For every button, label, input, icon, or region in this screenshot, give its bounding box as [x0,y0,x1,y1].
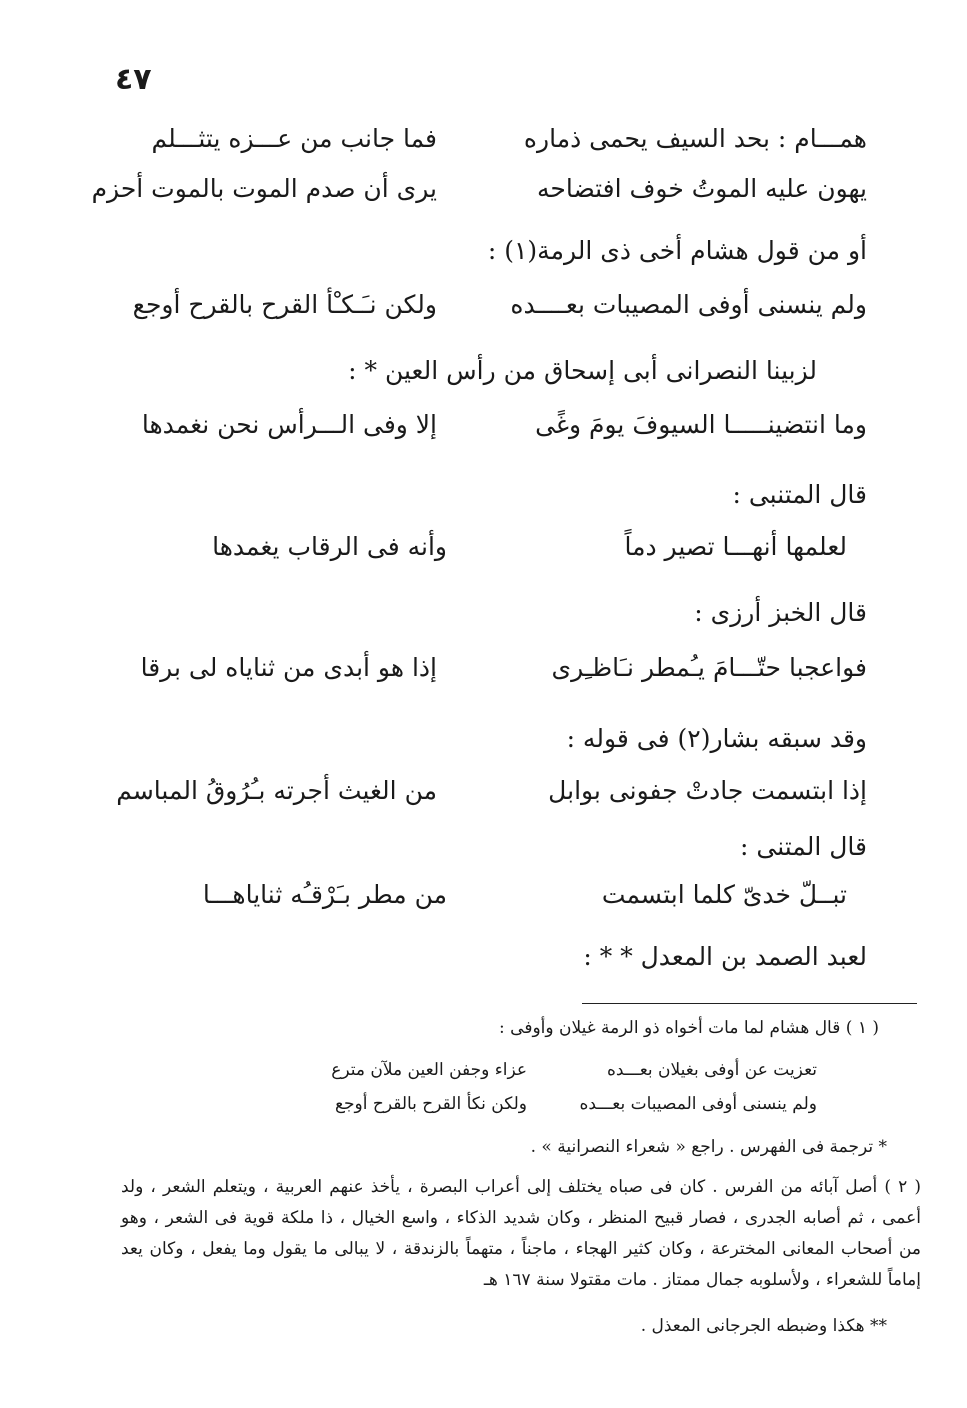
verse-hemistich-second: إلا وفى الـــرأس نحن نغمدها [141,410,437,439]
page-number: ٤٧ [115,62,152,97]
verse-hemistich-first: وما انتضينـــــا السيوفَ يومَ وغًى [535,410,867,439]
verse-line [127,532,847,561]
verse-hemistich-second: عزاء وجفن العين ملآن مترع [331,1060,527,1080]
verse-hemistich-first: ولم ينسنى أوفى المصيبات بعـــده [579,1094,817,1114]
verse-hemistich-second: ولكن نكأ القرح بالقرح أوجع [334,1094,527,1114]
verse-line [127,880,847,909]
verse-introduction: قال المتنبى : [732,480,867,509]
footnote-star: * ترجمة فى الفهرس . راجع « شعراء النصرانية » . [530,1137,887,1157]
verse-introduction: قال الخبز أرزى : [694,598,867,627]
footnote-separator [582,1003,917,1004]
verse-line [97,653,867,682]
verse-line [97,776,867,805]
verse-line [97,124,867,153]
verse-introduction: قال المتنى : [740,832,867,861]
footnote-1: ( ١ ) قال هشام لما مات أخواه ذو الرمة غيلان وأوفى : [499,1018,879,1038]
verse-introduction: وقد سبقه بشار(٢) فى قوله : [566,724,867,753]
verse-introduction: لزبينا النصرانى أبى إسحاق من رأس العين * : [348,356,817,385]
footnote-verse [237,1094,817,1114]
verse-hemistich-second: إذا هو أبدى من ثناياه لى برقا [140,653,437,682]
verse-hemistich-first: إذا ابتسمت جادتْ جفونى بوابل [548,776,867,805]
verse-hemistich-second: يرى أن صدم الموت بالموت أحزم [91,174,437,203]
verse-hemistich-first: تبــلّ خدىّ كلما ابتسمت [601,880,847,909]
footnote-double-star: ** هكذا وضبطه الجرجانى المعذل . [640,1316,887,1336]
footnote-2: ( ٢ ) أصل آبائه من الفرس . كان فى صباه يختلف إلى أعراب البصرة ، يأخذ عنهم العربية ، ويتعلم الشعر ، ولد أعمى ، ثم أصابه الجدرى ، فصار قبيح المنظر ، وكان شديد الذكاء ، واسع الخيال ، ذا ملكة قوية فى الشعر ، وهو من أصحاب المعانى المخترعة ، وكان كثير الهجاء ، ماجناً ، متهماً بالزندقة ، لا يبالى ما يقول وما يفعل ، وكان يعد إماماً للشعراء ، ولأسلوبه جمال ممتاز . مات مقتولا سنة ١٦٧ هـ [121,1177,921,1290]
verse-hemistich-first: يهون عليه الموتُ خوف افتضاحه [536,174,867,203]
verse-introduction: لعبد الصمد بن المعدل * * : [583,942,867,971]
verse-hemistich-first: فواعجبا حتّـــامَ يـُمطر نـَاظـِرى [551,653,867,682]
verse-hemistich-first: ولم ينسنى أوفى المصيبات بعــــده [510,290,867,319]
verse-hemistich-second: فما جانب من عـــزه يتثـــلم [151,124,437,153]
verse-hemistich-second: من الغيث أجرته بـُرُوقُ المباسم [116,776,437,805]
verse-hemistich-first: لعلمها أنهـــا تصير دماً [624,532,847,561]
verse-introduction: أو من قول هشام أخى ذى الرمة(١) : [487,236,867,265]
verse-line [97,410,867,439]
verse-hemistich-first: همـــام : بحد السيف يحمى ذماره [523,124,867,153]
verse-hemistich-second: وأنه فى الرقاب يغمدها [212,532,447,561]
verse-line [91,174,867,203]
verse-hemistich-second: من مطر بـَرْقـُه ثناياهـــا [202,880,447,909]
verse-line [97,290,867,319]
verse-hemistich-first: تعزيت عن أوفى بغيلان بعـــده [606,1060,817,1080]
footnote-verse [237,1060,817,1080]
verse-hemistich-second: ولكن نـَـكـْأ القرح بالقرح أوجع [132,290,437,319]
